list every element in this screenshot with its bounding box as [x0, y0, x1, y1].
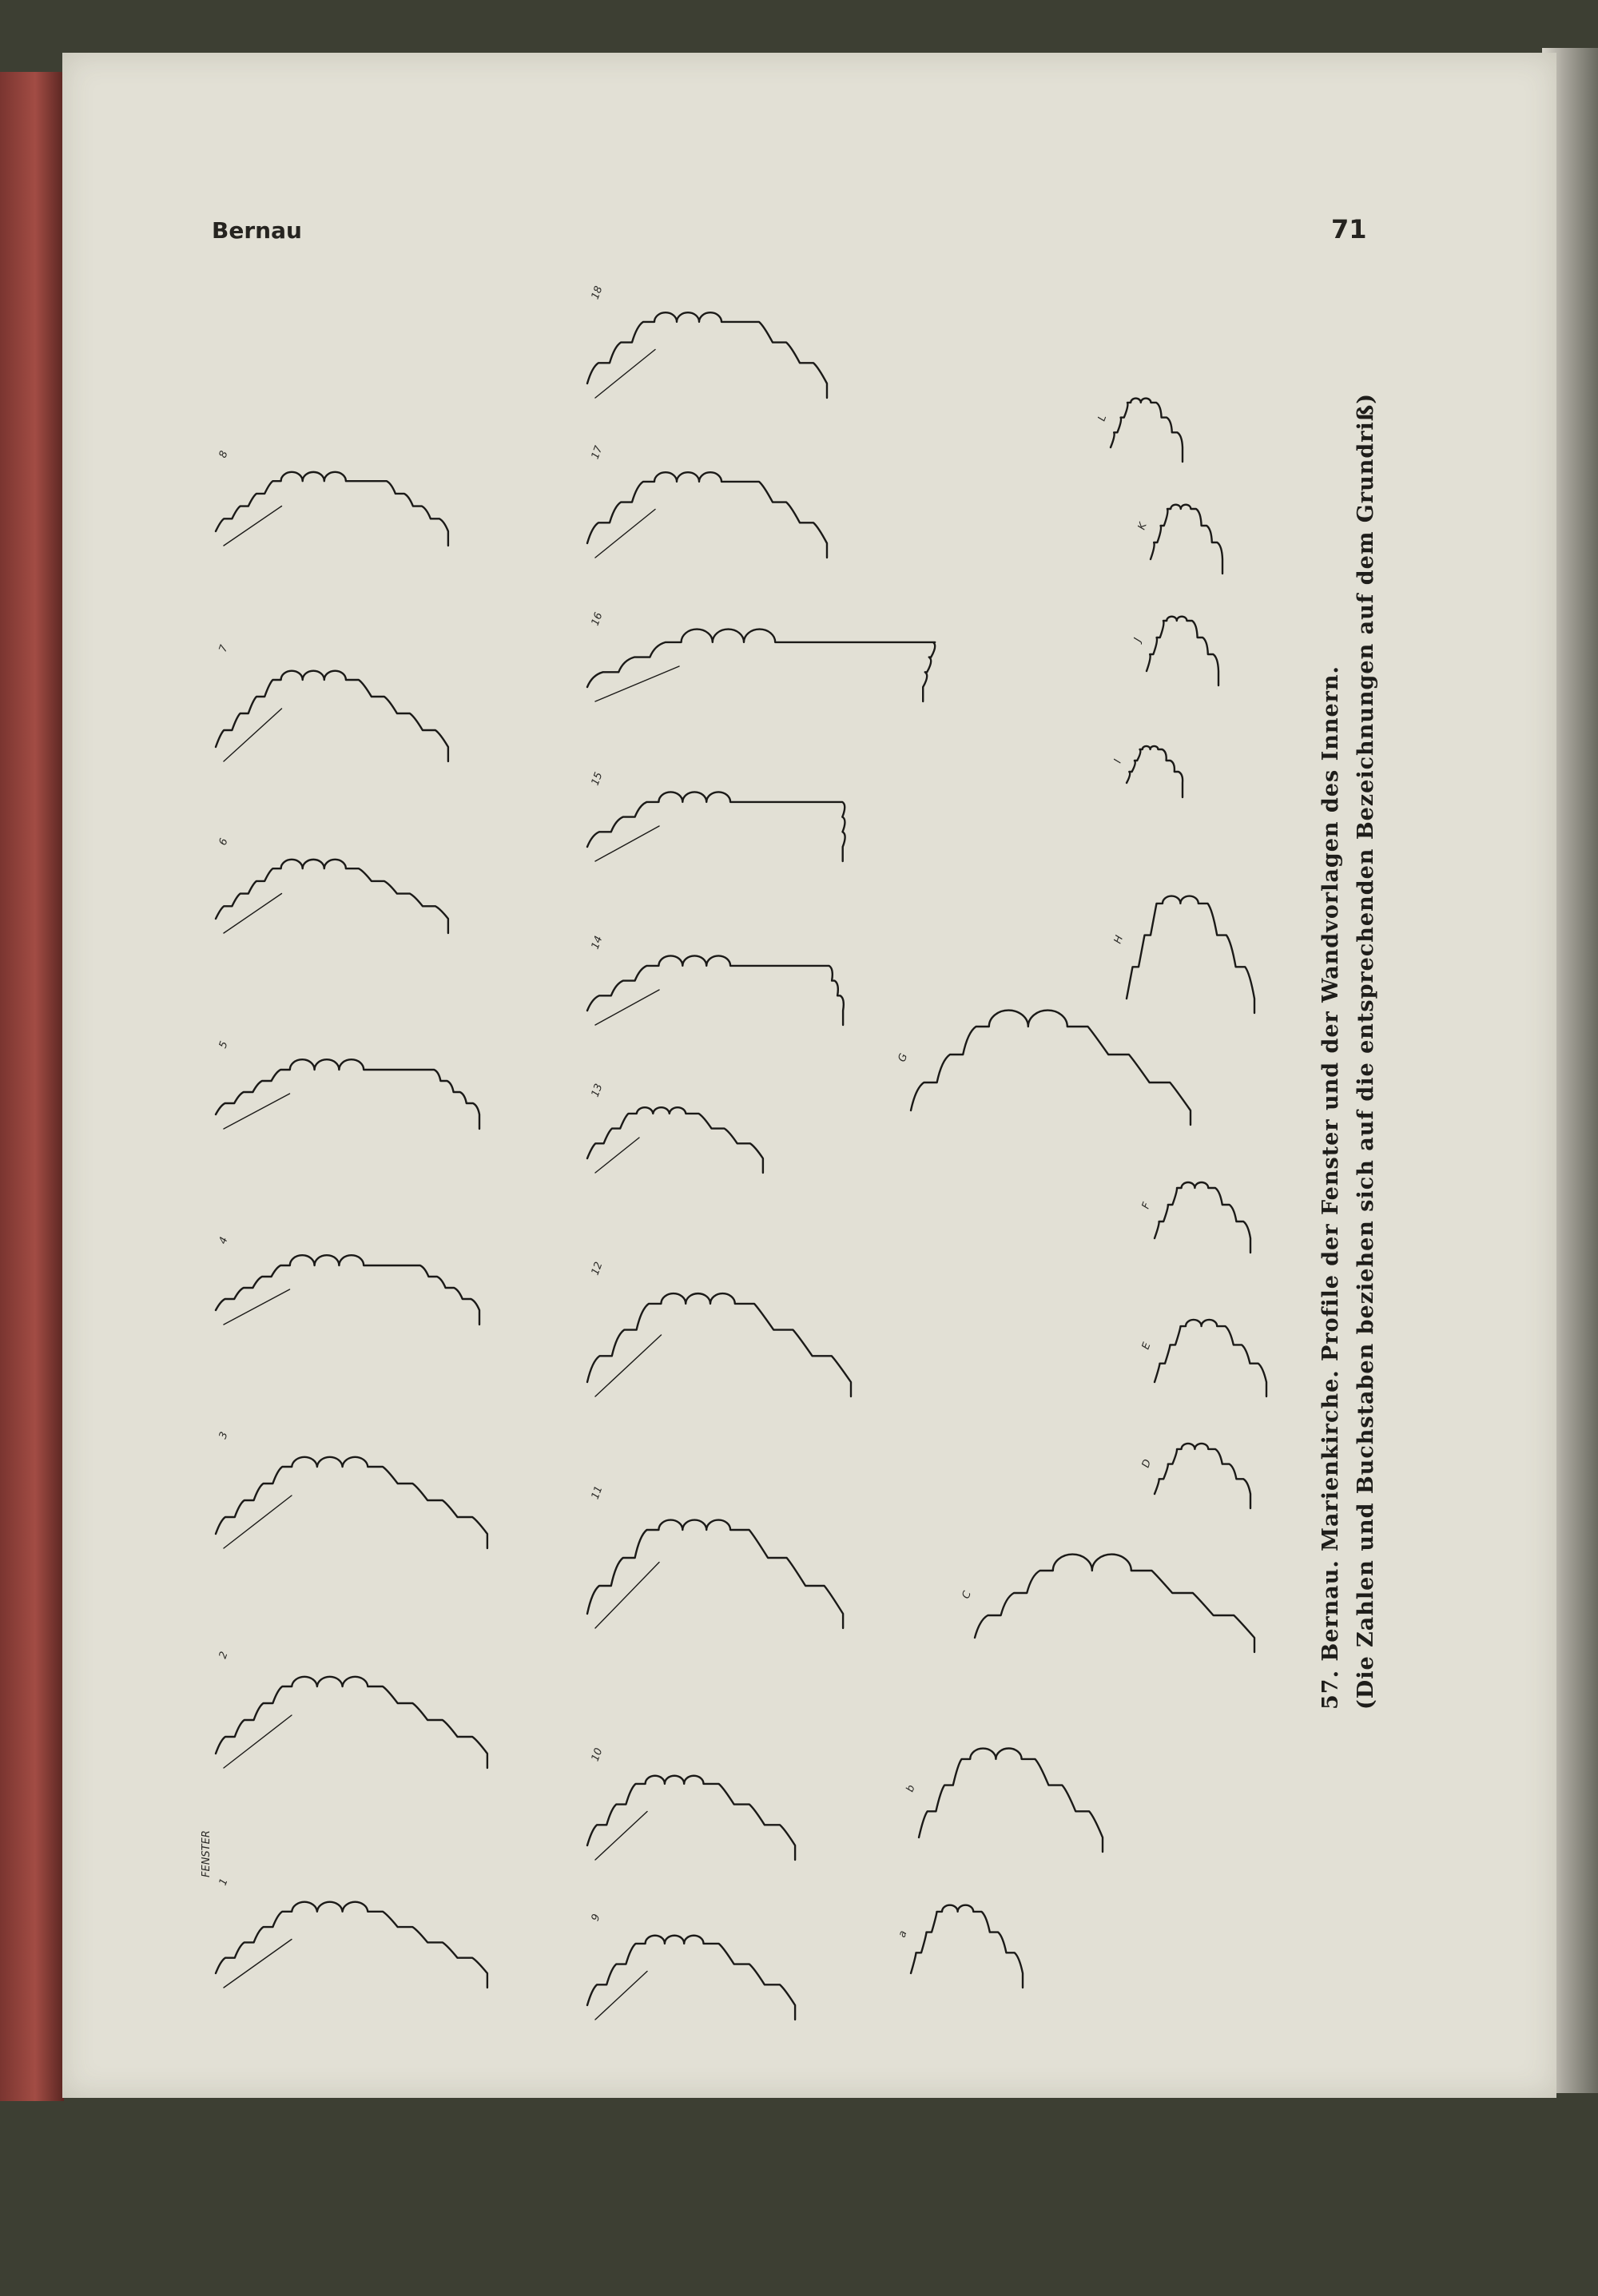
wall-profile-H — [1127, 896, 1254, 1013]
figure-caption — [1314, 393, 1385, 1710]
wall-profile-C — [975, 1555, 1254, 1652]
window-profile-1-depth — [224, 1940, 292, 1988]
wall-profile-J — [1147, 617, 1218, 685]
label-profile-D: D — [1139, 1457, 1155, 1470]
label-profile-15: 15 — [589, 770, 606, 788]
window-profile-2-depth — [224, 1715, 292, 1768]
window-profile-5-depth — [224, 1094, 290, 1129]
wall-profile-a — [911, 1905, 1023, 1988]
label-profile-8: 8 — [217, 449, 231, 460]
window-profile-3 — [216, 1457, 487, 1548]
pier-profile-11 — [587, 1520, 843, 1628]
pier-profile-14 — [587, 955, 844, 1025]
window-profile-6-depth — [224, 894, 282, 934]
label-profile-a: a — [896, 1929, 910, 1940]
pier-profile-12 — [587, 1293, 851, 1396]
label-profile-L: L — [1095, 413, 1110, 423]
label-profile-K: K — [1135, 521, 1150, 532]
label-profile-J: J — [1131, 636, 1145, 644]
pier-profile-18-depth — [595, 350, 655, 399]
wall-profile-L — [1111, 399, 1183, 462]
page-number: 71 — [1331, 214, 1367, 244]
label-profile-7: 7 — [217, 643, 231, 654]
wall-profile-G — [911, 1011, 1191, 1125]
pier-profile-15 — [587, 792, 845, 861]
label-profile-3: 3 — [217, 1430, 231, 1441]
pier-profile-13 — [587, 1107, 763, 1173]
label-profile-5: 5 — [217, 1039, 231, 1051]
pier-profile-18 — [587, 312, 827, 398]
pier-profile-12-depth — [595, 1335, 662, 1396]
label-profile-C: C — [960, 1589, 974, 1601]
pier-profile-9-depth — [595, 1972, 647, 2020]
wall-profile-b — [919, 1749, 1103, 1852]
label-profile-10: 10 — [589, 1746, 606, 1763]
wall-profile-E — [1155, 1320, 1266, 1396]
window-profile-5 — [216, 1059, 479, 1129]
window-profile-3-depth — [224, 1496, 292, 1548]
caption-line-1: 57. Bernau. Marienkirche. Profile der Fenster und der Wandvorlagen des Innern. — [1318, 665, 1343, 1710]
wall-profile-D — [1155, 1444, 1250, 1508]
label-profile-13: 13 — [589, 1082, 606, 1099]
label-profile-6: 6 — [217, 836, 231, 848]
label-profile-4: 4 — [217, 1235, 231, 1246]
window-profile-7 — [216, 671, 448, 761]
window-profile-6 — [216, 860, 448, 933]
pier-profile-11-depth — [595, 1563, 659, 1629]
label-profile-E: E — [1139, 1341, 1154, 1352]
label-profile-b: b — [904, 1783, 918, 1794]
pier-profile-10 — [587, 1776, 795, 1860]
wall-profile-F — [1155, 1182, 1250, 1253]
window-profile-2 — [216, 1677, 487, 1768]
label-profile-16: 16 — [589, 610, 606, 628]
pier-profile-17-depth — [595, 510, 655, 558]
window-profile-8 — [216, 472, 448, 546]
caption-line-2: (Die Zahlen und Buchstaben beziehen sich auf die entsprechenden Bezeichnungen auf dem Grundriß) — [1354, 393, 1378, 1710]
window-profile-4-depth — [224, 1289, 290, 1325]
label-profile-G: G — [896, 1051, 911, 1064]
label-profile-9: 9 — [589, 1912, 603, 1923]
label-profile-1: 1 — [217, 1877, 231, 1888]
label-profile-14: 14 — [589, 934, 606, 951]
pier-profile-16 — [587, 630, 935, 701]
pier-profile-10-depth — [595, 1812, 647, 1861]
label-window-heading: FENSTER — [201, 1830, 213, 1877]
window-profile-1 — [216, 1902, 487, 1988]
label-profile-F: F — [1139, 1201, 1154, 1211]
wall-profile-K — [1151, 505, 1222, 574]
wall-profile-I — [1127, 746, 1183, 797]
pier-profile-9 — [587, 1936, 795, 2020]
label-profile-18: 18 — [589, 284, 606, 301]
label-profile-12: 12 — [589, 1260, 606, 1277]
label-profile-I: I — [1111, 757, 1125, 765]
window-profile-4 — [216, 1255, 479, 1325]
window-profile-7-depth — [224, 709, 282, 761]
running-head: Bernau — [212, 217, 302, 244]
pier-profile-17 — [587, 472, 827, 558]
label-profile-H: H — [1111, 934, 1127, 946]
window-profile-8-depth — [224, 506, 282, 546]
label-profile-2: 2 — [217, 1650, 231, 1661]
label-profile-11: 11 — [589, 1484, 606, 1501]
label-profile-17: 17 — [589, 444, 606, 461]
